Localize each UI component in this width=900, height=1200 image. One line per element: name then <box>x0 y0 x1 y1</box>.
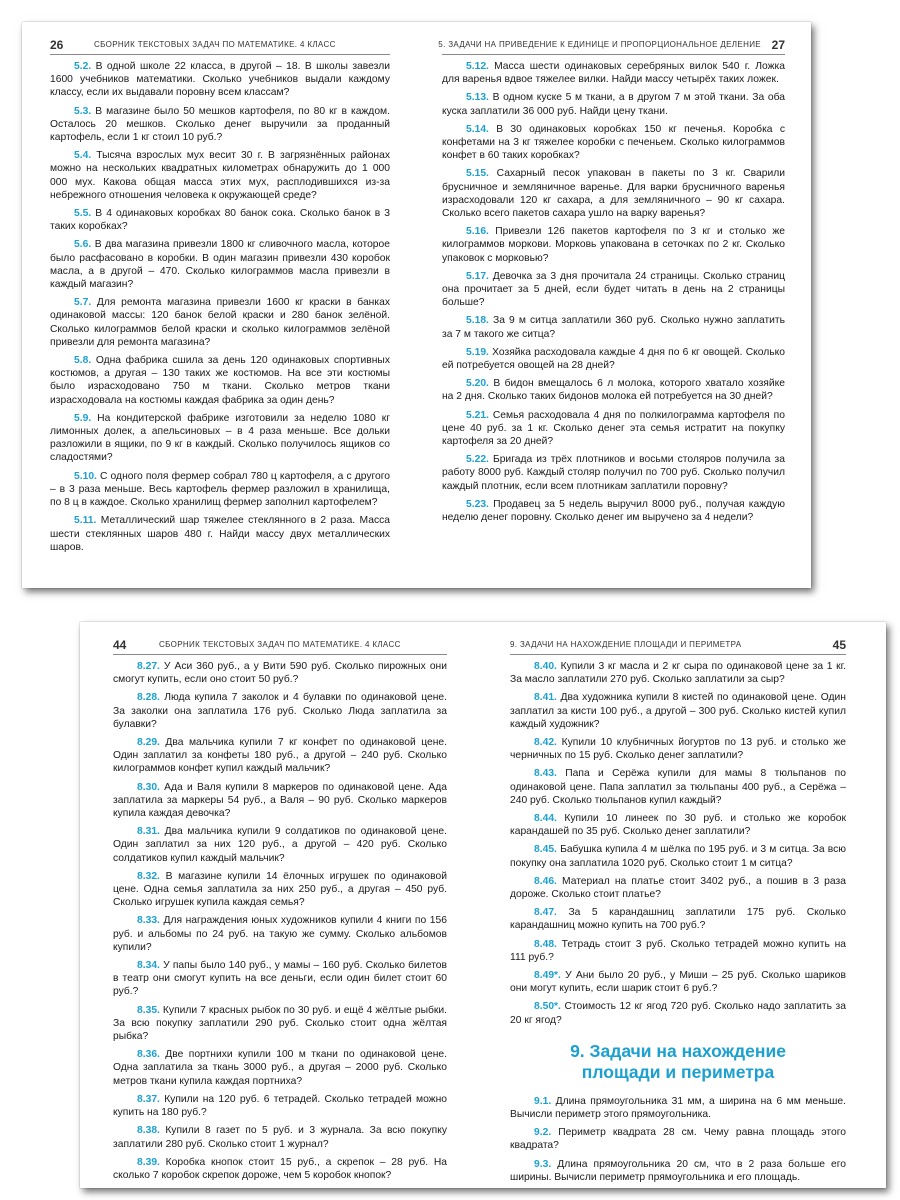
task-text: Длина прямоугольника 20 см, что в 2 раза больше его ширины. Вычисли периметр прямоугольника и его площадь. <box>510 1158 846 1183</box>
task-text: За 9 м ситца заплатили 360 руб. Сколько нужно заплатить за 7 м такого же ситца? <box>442 315 785 340</box>
task-number: 5.13. <box>466 92 489 104</box>
page-26 <box>50 22 390 588</box>
task-number: 8.50*. <box>534 1001 561 1013</box>
task-number: 8.41. <box>534 692 557 704</box>
task-item <box>113 736 447 776</box>
task-number: 5.9. <box>74 412 92 424</box>
task-item <box>442 498 785 524</box>
task-number: 8.29. <box>137 737 160 749</box>
task-number: 8.42. <box>534 737 557 749</box>
task-text: У Ани было 20 руб., у Миши – 25 руб. Сколько шариков они могут купить, если шарик стоит 6 руб.? <box>510 970 846 995</box>
task-list <box>442 60 785 529</box>
task-item <box>442 91 785 117</box>
task-text: Металлический шар тяжелее стеклянного в 2 раза. Масса шести стеклянных шаров 480 г. Найди массу двух металлических шаров. <box>50 515 390 553</box>
task-item <box>50 207 390 233</box>
task-text: Периметр квадрата 28 см. Чему равна площадь этого квадрата? <box>510 1127 846 1152</box>
task-text: Купили на 120 руб. 6 тетрадей. Сколько тетрадей можно купить на 180 руб.? <box>113 1093 447 1119</box>
task-text: Купили 10 клубничных йогуртов по 13 руб. и столько же черничных по 15 руб. Сколько денег заплатили? <box>510 737 846 762</box>
task-text: Купили 10 линеек по 30 руб. и столько же коробок карандашей по 35 руб. Сколько денег заплатили? <box>510 813 846 838</box>
task-item <box>510 691 846 731</box>
task-item <box>50 296 390 349</box>
task-text: Ада и Валя купили 8 маркеров по одинаковой цене. Ада заплатила за маркеры 54 руб., а Валя – 90 руб. Сколько маркеров купила каждая девочка? <box>113 781 447 820</box>
section-task-list <box>510 1095 846 1184</box>
task-text: Тетрадь стоит 3 руб. Сколько тетрадей можно купить на 111 руб.? <box>510 938 846 963</box>
task-text: Девочка за 3 дня прочитала 24 страницы. Сколько страниц она прочитает за 5 дней, если будет читать в день на 2 страницы больше? <box>442 270 785 309</box>
task-item <box>113 1048 447 1088</box>
running-head <box>113 636 447 655</box>
task-number: 5.11. <box>74 515 97 527</box>
task-text: В магазине было 50 мешков картофеля, по 80 кг в каждом. Осталось 20 мешков. Сколько денег выручили за проданный картофель, если 1 кг стоил 10 руб.? <box>50 105 390 144</box>
task-number: 5.6. <box>74 239 92 251</box>
task-number: 8.45. <box>534 844 557 856</box>
task-item <box>510 660 846 686</box>
task-text: Люда купила 7 заколок и 4 булавки по одинаковой цене. За заколки она заплатила 176 руб. Сколько Люда заплатила за булавки? <box>113 692 447 730</box>
task-number: 8.35. <box>137 1004 160 1016</box>
task-text: Две портнихи купили 100 м ткани по одинаковой цене. Одна заплатила за ткань 3000 руб., а другая – 2000 руб. Сколько метров ткани купила каждая портниха? <box>113 1049 447 1087</box>
task-item <box>113 1156 447 1182</box>
task-item <box>113 1093 447 1119</box>
task-item <box>50 105 390 145</box>
task-number: 8.38. <box>137 1125 160 1137</box>
task-item <box>442 377 785 403</box>
task-text: Тысяча взрослых мух весит 30 г. В загрязнённых районах можно на нескольких квадратных километрах обнаружить до 1 000 000 мух. Какова общая масса этих мух, расплодившихся из-за небрежного отношения человека к окружающей среде? <box>50 150 390 201</box>
task-text: Материал на платье стоит 3402 руб., а пошив в 3 раза дороже. Сколько стоит платье? <box>510 875 846 901</box>
task-item <box>510 1095 846 1121</box>
task-number: 8.49*. <box>534 970 561 982</box>
task-item <box>510 1000 846 1026</box>
task-text: Папа и Серёжа купили для мамы 8 тюльпанов по одинаковой цене. Папа заплатил за тюльпаны 400 руб., а Серёжа – 240 руб. Сколько тюльпанов купил каждый? <box>510 768 846 806</box>
task-item <box>50 60 390 100</box>
task-item <box>50 412 390 465</box>
task-text: Одна фабрика сшила за день 120 одинаковых спортивных костюмов, а другая – 130 таких же костюмов. На все эти костюмы было израсходовано 750 м ткани. Сколько метров ткани израсходовала на костюмы каждая фабрика за один день? <box>50 355 390 406</box>
task-number: 5.23. <box>466 498 489 510</box>
task-text: Для награждения юных художников купили 4 книги по 156 руб. и альбомы по 24 руб. на такую же сумму. Сколько альбомов купили? <box>113 915 447 953</box>
task-number: 5.18. <box>466 315 489 327</box>
task-number: 5.21. <box>466 409 489 421</box>
task-item <box>113 914 447 954</box>
task-number: 5.15. <box>466 168 489 180</box>
task-item <box>510 1158 846 1184</box>
running-title: 5. ЗАДАЧИ НА ПРИВЕДЕНИЕ К ЕДИНИЦЕ И ПРОПОРЦИОНАЛЬНОЕ ДЕЛЕНИЕ <box>438 40 761 49</box>
task-item <box>113 781 447 821</box>
task-item <box>442 60 785 86</box>
page-44 <box>113 622 447 1188</box>
task-item <box>510 875 846 901</box>
task-number: 8.46. <box>534 875 557 887</box>
task-text: Бабушка купила 4 м шёлка по 195 руб. и 3 м ситца. За всю покупку она заплатила 1020 руб. Сколько стоит 1 м ситца? <box>510 844 846 869</box>
task-text: Коробка кнопок стоит 15 руб., а скрепок – 28 руб. На сколько 7 коробок скрепок дороже, чем 5 коробок кнопок? <box>113 1156 447 1181</box>
task-list-with-section <box>510 660 846 1189</box>
task-text: В 30 одинаковых коробках 150 кг печенья. Коробка с конфетами на 3 кг тяжелее коробки с печеньем. Сколько килограммов конфет в 60 таких коробках? <box>442 123 785 162</box>
task-number: 8.32. <box>137 870 160 882</box>
task-text: В бидон вмещалось 6 л молока, которого хватало хозяйке на 2 дня. Сколько таких бидонов молока ей потребуется на 30 дней? <box>442 378 785 403</box>
task-item <box>442 167 785 220</box>
book-spread-pages-44-45 <box>80 622 886 1188</box>
task-number: 9.2. <box>534 1127 552 1139</box>
task-item <box>113 959 447 999</box>
task-item <box>442 314 785 340</box>
task-number: 9.3. <box>534 1158 552 1170</box>
page-45 <box>510 622 846 1188</box>
task-number: 5.17. <box>466 270 489 282</box>
task-number: 5.4. <box>74 150 92 162</box>
task-list <box>50 60 390 559</box>
task-item <box>510 843 846 869</box>
running-title: 9. ЗАДАЧИ НА НАХОЖДЕНИЕ ПЛОЩАДИ И ПЕРИМЕТРА <box>510 640 742 649</box>
running-title: СБОРНИК ТЕКСТОВЫХ ЗАДАЧ ПО МАТЕМАТИКЕ. 4 КЛАСС <box>94 40 336 49</box>
task-item <box>113 825 447 865</box>
task-item <box>113 660 447 686</box>
task-number: 8.33. <box>137 915 160 927</box>
task-number: 5.19. <box>466 346 489 358</box>
page-27 <box>438 22 785 588</box>
task-list <box>510 660 846 1027</box>
page-number: 45 <box>832 638 846 652</box>
section-heading-line1: 9. Задачи на нахождение <box>570 1040 786 1061</box>
page-number: 27 <box>771 38 785 52</box>
task-number: 8.34. <box>137 960 160 972</box>
task-number: 8.37. <box>137 1093 160 1105</box>
task-item <box>510 969 846 995</box>
task-item <box>50 514 390 554</box>
task-text: В два магазина привезли 1800 кг сливочного масла, которое было расфасовано в коробки. В один магазин привезли 430 коробок масла, а в другой – 470. Сколько килограммов масла привезли в каждый магазин? <box>50 239 390 291</box>
task-text: У папы было 140 руб., у мамы – 160 руб. Сколько билетов в театр они смогут купить на все деньги, если один билет стоит 60 руб.? <box>113 960 447 998</box>
task-item <box>442 409 785 449</box>
task-number: 5.7. <box>74 297 92 309</box>
task-number: 8.31. <box>137 826 160 838</box>
task-number: 5.3. <box>74 105 92 117</box>
task-text: В одной школе 22 класса, в другой – 18. В школы завезли 1600 учебников математики. Сколько учебников выдали каждому классу, если их выдавали поровну всем классам? <box>50 61 390 99</box>
task-item <box>510 1126 846 1152</box>
task-item <box>442 346 785 372</box>
task-number: 5.5. <box>74 208 92 220</box>
task-number: 8.27. <box>137 661 160 672</box>
task-number: 8.47. <box>534 907 557 919</box>
task-number: 8.28. <box>137 692 160 704</box>
page-number: 44 <box>113 638 127 652</box>
task-text: На кондитерской фабрике изготовили за неделю 1080 кг лимонных долек, а апельсиновых – в 4 раза меньше. Все дольки разложили в ящики, по 9 кг в каждый. Сколько получилось ящиков со сладостями? <box>50 412 390 464</box>
task-text: Масса шести одинаковых серебряных вилок 540 г. Ложка для варенья вдвое тяжелее вилки. Найди массу четырёх таких ложек. <box>442 61 785 86</box>
task-number: 8.44. <box>534 813 557 825</box>
page-number: 26 <box>50 38 64 52</box>
task-number: 8.40. <box>534 661 557 672</box>
book-spread-pages-26-27 <box>22 22 811 588</box>
task-item <box>510 812 846 838</box>
task-number: 5.14. <box>466 123 489 135</box>
task-item <box>113 1004 447 1044</box>
task-item <box>442 453 785 493</box>
task-text: Бригада из трёх плотников и восьми столяров получила за работу 8000 руб. Каждый столяр получил по 700 руб. Сколько получил каждый плотник, если всем плотникам заплатили поровну? <box>442 454 785 492</box>
task-text: Купили 3 кг масла и 2 кг сыра по одинаковой цене за 1 кг. За масло заплатили 270 руб. Сколько заплатили за сыр? <box>510 661 846 686</box>
task-text: Хозяйка расходовала каждые 4 дня по 6 кг овощей. Сколько ей потребуется овощей на 28 дней? <box>442 346 785 372</box>
task-text: В магазине купили 14 ёлочных игрушек по одинаковой цене. Одна семья заплатила за них 250 руб., а другая – 450 руб. Сколько игрушек купила каждая семья? <box>113 870 447 909</box>
task-number: 5.8. <box>74 355 92 367</box>
task-text: Купили 8 газет по 5 руб. и 3 журнала. За всю покупку заплатили 280 руб. Сколько стоит 1 журнал? <box>113 1125 447 1150</box>
task-text: Длина прямоугольника 31 мм, а ширина на 6 мм меньше. Вычисли периметр этого прямоугольника. <box>510 1095 846 1121</box>
task-number: 5.22. <box>466 454 489 466</box>
task-item <box>510 906 846 932</box>
task-text: Продавец за 5 недель выручил 8000 руб., получая каждую неделю денег поровну. Сколько денег им выручено за 4 недели? <box>442 498 785 524</box>
task-item <box>113 870 447 910</box>
task-item <box>442 270 785 310</box>
task-item <box>442 225 785 265</box>
task-text: Для ремонта магазина привезли 1600 кг краски в банках одинаковой массы: 120 банок белой краски и 280 банок зелёной. Сколько килограммов белой краски и сколько килограммов зелёной привезли для ремонта магазина? <box>50 297 390 348</box>
section-heading <box>510 1041 846 1083</box>
task-item <box>50 238 390 291</box>
task-number: 5.10. <box>74 470 97 482</box>
task-number: 8.36. <box>137 1049 160 1061</box>
task-text: Два мальчика купили 7 кг конфет по одинаковой цене. Один заплатил за конфеты 180 руб., а другой – 240 руб. Сколько килограммов конфет купил каждый мальчик? <box>113 737 447 775</box>
task-item <box>510 938 846 964</box>
task-text: Стоимость 12 кг ягод 720 руб. Сколько надо заплатить за 20 кг ягод? <box>510 1001 846 1026</box>
task-text: Сахарный песок упакован в пакеты по 3 кг. Сварили брусничное и земляничное варенье. Для варки брусничного варенья израсходовали 120 кг сахара, а для земляничного – 90 кг сахара. Сколько всего пакетов сахара ушло на варку варенья? <box>442 168 785 220</box>
task-text: Два мальчика купили 9 солдатиков по одинаковой цене. Один заплатил за них 120 руб., а другой – 420 руб. Сколько солдатиков купил каждый мальчик? <box>113 826 447 864</box>
task-item <box>510 736 846 762</box>
running-head <box>50 36 390 55</box>
task-text: Семья расходовала 4 дня по полкилограмма картофеля по цене 40 руб. за 1 кг. Сколько денег эта семья истратит на покупку картофеля за 20 дней? <box>442 409 785 448</box>
running-title: СБОРНИК ТЕКСТОВЫХ ЗАДАЧ ПО МАТЕМАТИКЕ. 4 КЛАСС <box>159 640 401 649</box>
task-number: 5.2. <box>74 61 92 72</box>
task-item <box>50 149 390 202</box>
task-list <box>113 660 447 1187</box>
task-number: 8.39. <box>137 1156 160 1168</box>
task-number: 9.1. <box>534 1095 552 1107</box>
task-number: 8.43. <box>534 768 557 780</box>
task-number: 8.48. <box>534 938 557 950</box>
task-item <box>113 691 447 731</box>
task-text: За 5 карандашниц заплатили 175 руб. Сколько карандашниц можно купить на 700 руб.? <box>510 907 846 932</box>
running-head <box>510 636 846 655</box>
task-text: Привезли 126 пакетов картофеля по 3 кг и столько же килограммов моркови. Морковь упакована в сеточках по 2 кг. Сколько упаковок с морковью? <box>442 226 785 264</box>
task-item <box>113 1124 447 1150</box>
task-item <box>50 354 390 407</box>
task-text: В одном куске 5 м ткани, а в другом 7 м этой ткани. За оба куска заплатили 36 000 руб. Найди цену ткани. <box>442 92 785 117</box>
task-item <box>442 123 785 163</box>
task-item <box>50 470 390 510</box>
task-number: 5.12. <box>466 61 489 72</box>
task-item <box>510 767 846 807</box>
task-text: В 4 одинаковых коробках 80 банок сока. Сколько банок в 3 таких коробках? <box>50 208 390 233</box>
section-heading-line2: площади и периметра <box>581 1061 775 1082</box>
task-number: 5.20. <box>466 378 489 390</box>
task-text: С одного поля фермер собрал 780 ц картофеля, а с другого – в 3 раза меньше. Весь картофель фермер разложил в хранилища, по 8 ц в каждое. Сколько хранилищ фермер заполнил картофелем? <box>50 470 390 509</box>
task-text: У Аси 360 руб., а у Вити 590 руб. Сколько пирожных они смогут купить, если оно стоит 50 руб.? <box>113 661 447 686</box>
task-number: 8.30. <box>137 781 160 793</box>
task-text: Купили 7 красных рыбок по 30 руб. и ещё 4 жёлтые рыбки. За всю покупку заплатили 290 руб. Сколько стоит одна жёлтая рыбка? <box>113 1004 447 1043</box>
running-head <box>438 36 785 55</box>
task-text: Два художника купили 8 кистей по одинаковой цене. Один заплатил за кисти 100 руб., а другой – 300 руб. Сколько кистей купил каждый художник? <box>510 692 846 730</box>
task-number: 5.16. <box>466 226 489 238</box>
